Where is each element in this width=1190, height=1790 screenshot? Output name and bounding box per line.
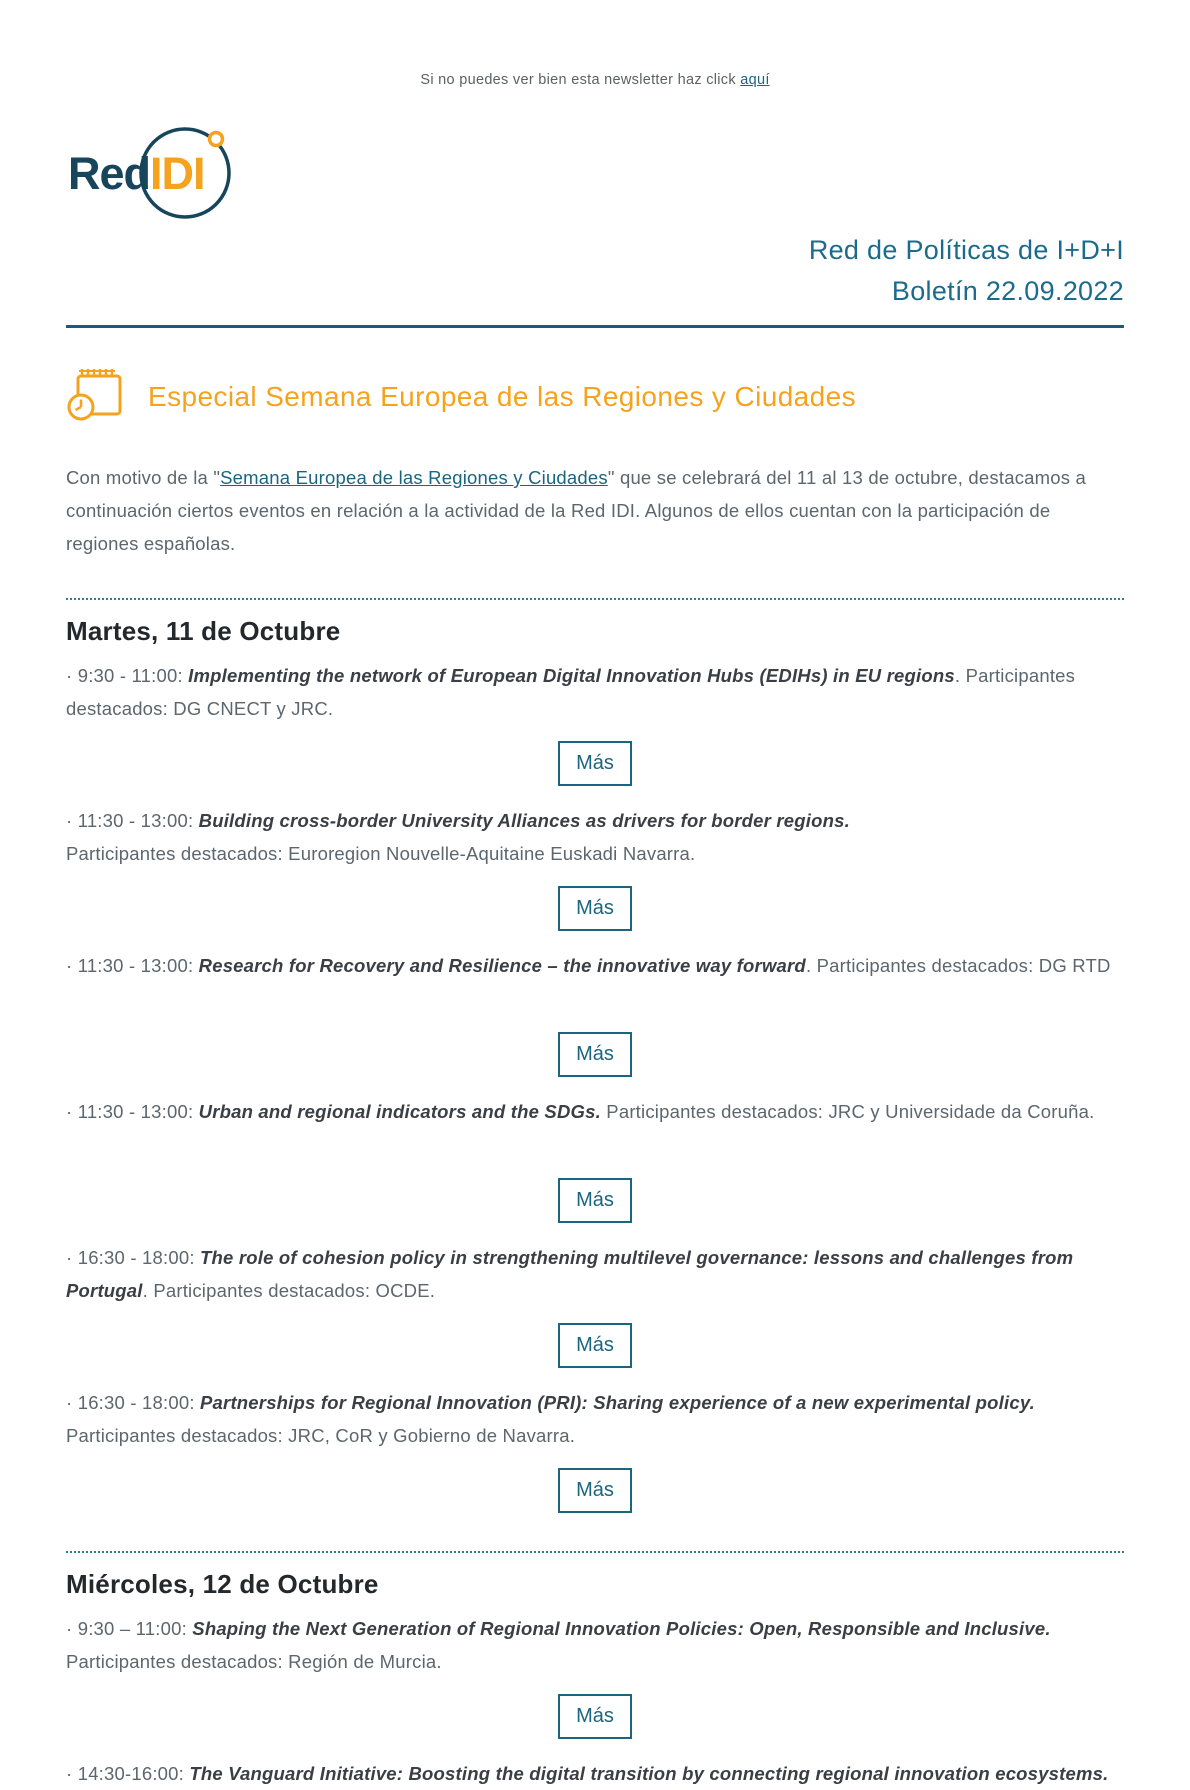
redidi-logo <box>66 112 1124 228</box>
event-text <box>66 659 1124 725</box>
more-button-row <box>66 1323 1124 1368</box>
logo-text-red: Red <box>68 148 151 199</box>
event-title: Urban and regional indicators and the SDGs. <box>198 1101 601 1122</box>
event-participants: Participantes destacados: Región de Murcia. <box>66 1651 442 1672</box>
event-time: · 11:30 - 13:00: <box>66 1101 199 1122</box>
logo-text-idi: IDI <box>150 148 205 199</box>
more-button-row <box>66 1178 1124 1223</box>
more-button[interactable]: Más <box>558 741 632 786</box>
more-button[interactable]: Más <box>558 886 632 931</box>
more-button[interactable]: Más <box>558 1694 632 1739</box>
event-title: The role of cohesion policy in strengthening multilevel governance: lessons and challenges from Portugal <box>66 1247 1074 1301</box>
event-item <box>66 1612 1124 1739</box>
event-participants: Participantes destacados: JRC y Universidade da Coruña. <box>600 1101 1095 1122</box>
day-events <box>66 1612 1124 1790</box>
event-participants: . Participantes destacados: OCDE. <box>142 1280 436 1301</box>
more-button-row <box>66 886 1124 931</box>
intro-paragraph <box>66 461 1124 560</box>
day-heading: Martes, 11 de Octubre <box>66 616 341 646</box>
day-section <box>66 1551 1124 1790</box>
newsletter-page <box>66 0 1124 1790</box>
event-item <box>66 1386 1124 1513</box>
event-text <box>66 804 1124 870</box>
events-section <box>66 598 1124 1790</box>
section-title: Especial Semana Europea de las Regiones y Ciudades <box>148 380 856 412</box>
event-text <box>66 1095 1124 1128</box>
event-text <box>66 949 1124 982</box>
more-button[interactable]: Más <box>558 1032 632 1077</box>
view-in-browser-note <box>66 72 1124 88</box>
event-title: Partnerships for Regional Innovation (PRI): Sharing experience of a new experimental policy. <box>200 1392 1035 1413</box>
event-time: · 16:30 - 18:00: <box>66 1392 201 1413</box>
dotted-divider <box>66 1551 1124 1553</box>
event-time: · 11:30 - 13:00: <box>66 955 199 976</box>
view-in-browser-link[interactable]: aquí <box>740 72 770 88</box>
event-item <box>66 1095 1124 1223</box>
dotted-divider <box>66 598 1124 600</box>
more-button-row <box>66 741 1124 786</box>
day-heading: Miércoles, 12 de Octubre <box>66 1569 379 1599</box>
day-events <box>66 659 1124 1513</box>
event-item <box>66 1757 1124 1790</box>
event-title: Shaping the Next Generation of Regional Innovation Policies: Open, Responsible and Inclusive. <box>192 1618 1051 1639</box>
view-in-browser-text: Si no puedes ver bien esta newsletter haz click <box>420 72 736 88</box>
more-button-row <box>66 1468 1124 1513</box>
newsletter-title: Red de Políticas de I+D+I <box>808 235 1124 265</box>
day-section <box>66 598 1124 1513</box>
logo-text <box>68 148 205 199</box>
intro-after: " que se celebrará del 11 al 13 de octubre, destacamos a continuación ciertos eventos en relación a la actividad de la Red IDI. Algunos de ellos cuentan con la participación de regiones españolas. <box>66 467 1087 554</box>
event-time: · 14:30-16:00: <box>66 1763 190 1784</box>
event-item <box>66 804 1124 931</box>
intro-before: Con motivo de la " <box>66 467 221 488</box>
more-button[interactable]: Más <box>558 1323 632 1368</box>
event-text <box>66 1241 1124 1307</box>
redidi-logo-graphic <box>66 112 252 226</box>
more-button[interactable]: Más <box>558 1468 632 1513</box>
event-participants: . Participantes destacados: DG RTD <box>805 955 1111 976</box>
event-text <box>66 1612 1124 1678</box>
event-participants: . Participantes destacados: DG CNECT y JRC. <box>66 665 1076 719</box>
event-time: · 16:30 - 18:00: <box>66 1247 201 1268</box>
event-item <box>66 659 1124 786</box>
event-item <box>66 1241 1124 1368</box>
more-button-row <box>66 1694 1124 1739</box>
calendar-clock-icon <box>66 362 130 431</box>
special-section-header <box>66 362 1124 431</box>
semana-europea-link[interactable]: Semana Europea de las Regiones y Ciudades <box>220 467 608 488</box>
event-title: Research for Recovery and Resilience – the innovative way forward <box>198 955 806 976</box>
header-divider <box>66 325 1124 328</box>
event-time: · 9:30 - 11:00: <box>66 665 189 686</box>
event-participants: Participantes destacados: Euroregion Nouvelle-Aquitaine Euskadi Navarra. <box>66 843 696 864</box>
more-button[interactable]: Más <box>558 1178 632 1223</box>
newsletter-date: Boletín 22.09.2022 <box>891 276 1124 306</box>
masthead <box>66 230 1124 312</box>
event-participants: Participantes destacados: JRC, CoR y Gobierno de Navarra. <box>66 1425 576 1446</box>
event-title: Building cross-border University Alliances as drivers for border regions. <box>198 810 850 831</box>
event-title: Implementing the network of European Digital Innovation Hubs (EDIHs) in EU regions <box>188 665 955 686</box>
event-title: The Vanguard Initiative: Boosting the digital transition by connecting regional innovation ecosystems. <box>189 1763 1109 1784</box>
event-time: · 9:30 – 11:00: <box>66 1618 193 1639</box>
logo-orange-dot <box>210 133 223 146</box>
more-button-row <box>66 1032 1124 1077</box>
event-text <box>66 1757 1124 1790</box>
event-time: · 11:30 - 13:00: <box>66 810 199 831</box>
event-item <box>66 949 1124 1077</box>
event-text <box>66 1386 1124 1452</box>
